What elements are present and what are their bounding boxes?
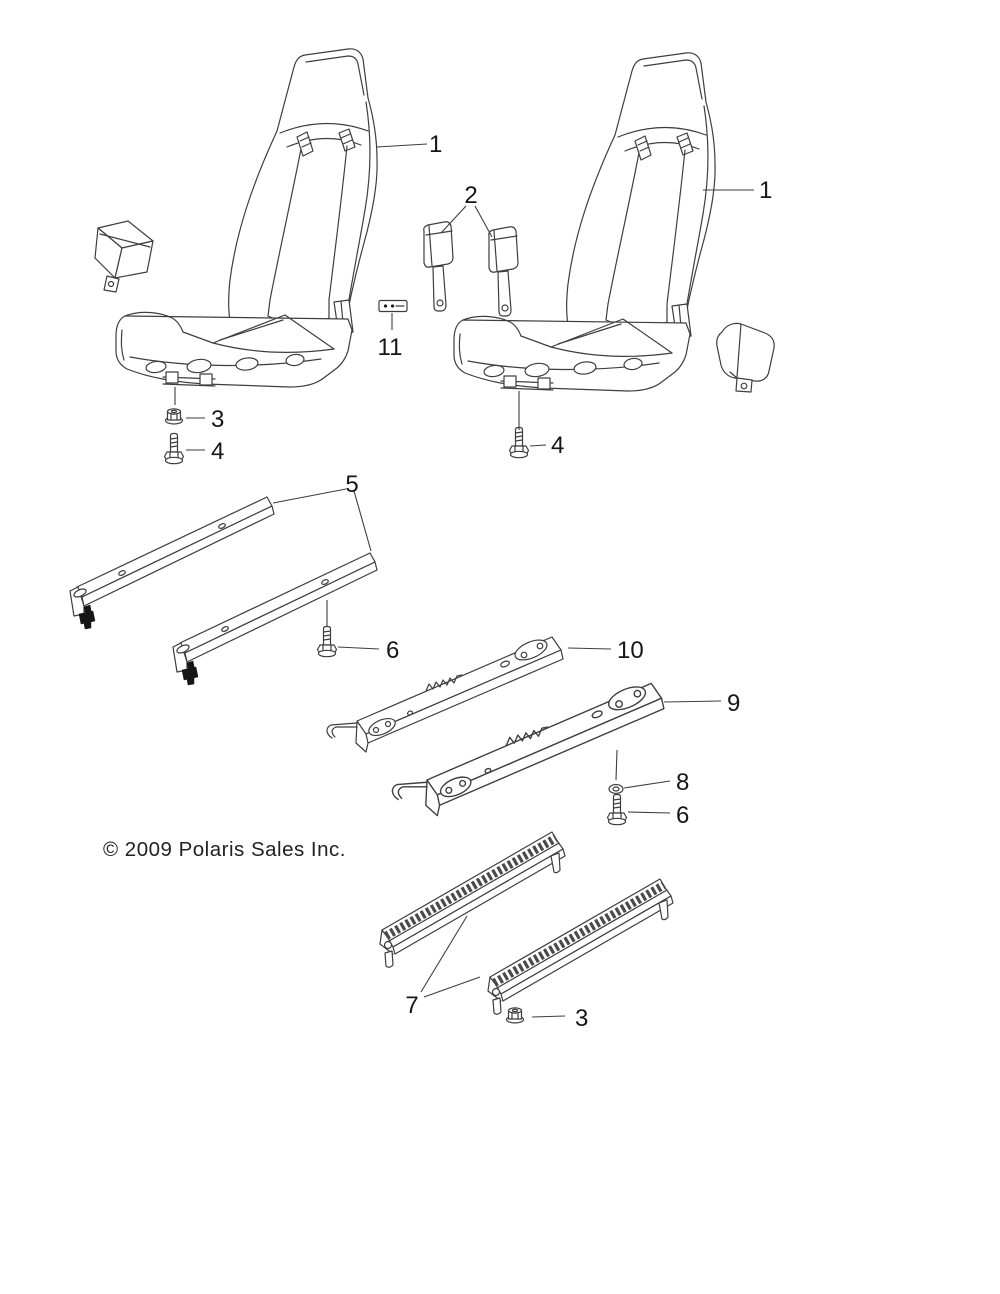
callout-4-right: 4 [551, 432, 565, 459]
seat-right [454, 53, 715, 391]
callout-7: 7 [405, 992, 419, 1019]
seatbelt-retractor-left [95, 221, 153, 292]
seatbelt-buckle-left [424, 222, 453, 311]
copyright-text: © 2009 Polaris Sales Inc. [103, 838, 346, 861]
seat-left [116, 49, 377, 387]
callout-6-right: 6 [676, 802, 690, 829]
adjuster-track-lower [488, 879, 673, 1014]
callout-6-left: 6 [386, 637, 400, 664]
bolt-bracket [318, 627, 337, 657]
seatbelt-retractor-right [717, 323, 774, 392]
callout-3-bottom: 3 [575, 1005, 589, 1032]
washer [609, 785, 623, 794]
adjuster-track-upper [380, 832, 565, 967]
callout-2: 2 [464, 182, 478, 209]
seat-mount-bracket-lower [173, 553, 377, 685]
seat-mount-bracket-upper [70, 497, 274, 629]
flange-nut-seat-left [166, 409, 183, 424]
bolt-seat-right [510, 428, 529, 458]
callout-9: 9 [727, 690, 741, 717]
bolt-slider [608, 795, 627, 825]
callout-11: 11 [377, 334, 403, 361]
callout-5: 5 [345, 471, 359, 498]
flange-nut-bottom [507, 1008, 524, 1023]
callout-8: 8 [676, 769, 690, 796]
callout-1-left: 1 [429, 131, 443, 158]
bolt-seat-left [165, 434, 184, 464]
seatbelt-buckle-right [489, 227, 518, 316]
callout-1-right: 1 [759, 177, 773, 204]
callout-4-left: 4 [211, 438, 225, 465]
callout-3-left: 3 [211, 406, 225, 433]
label-plate [379, 301, 407, 312]
callout-10: 10 [617, 637, 644, 664]
